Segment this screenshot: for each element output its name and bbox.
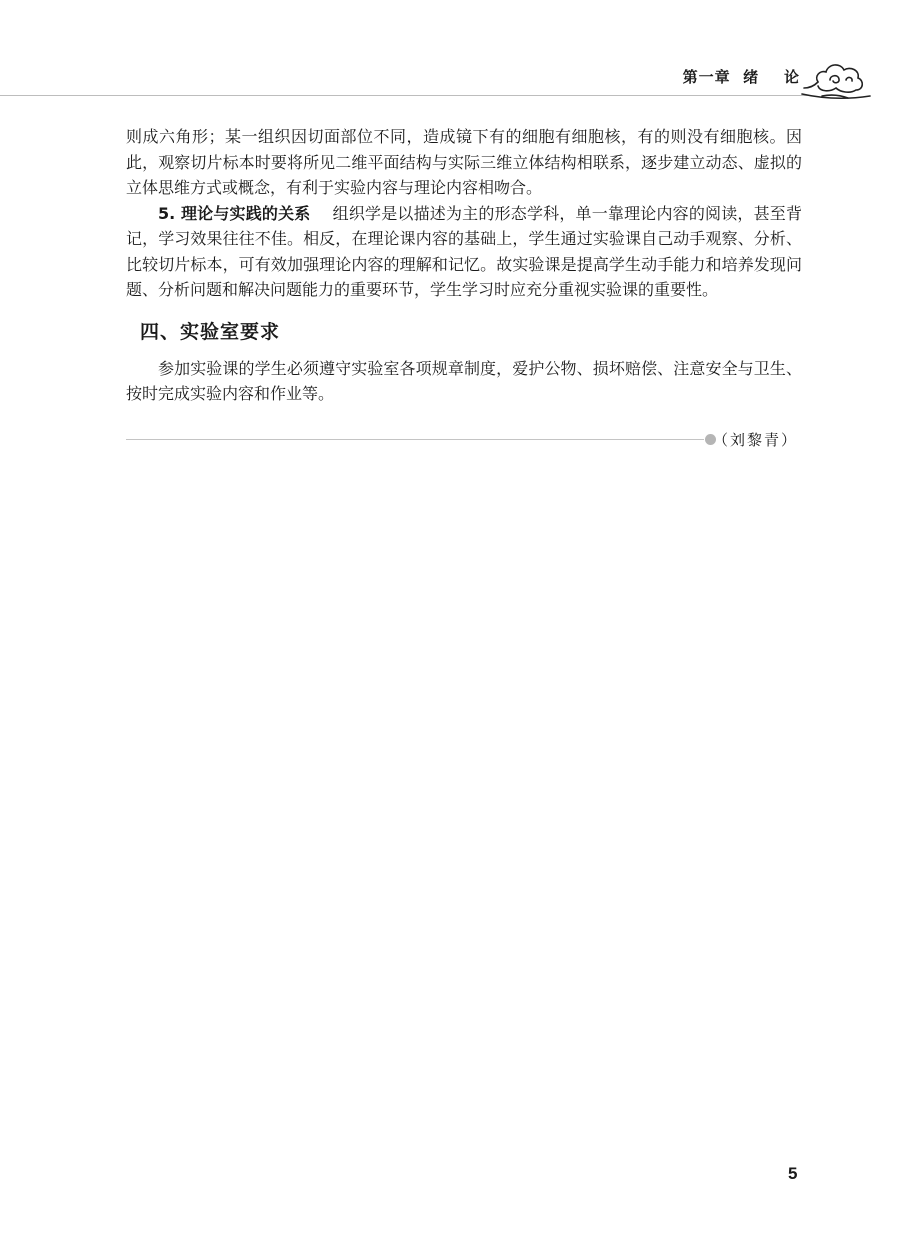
paragraph-lead: 5. 理论与实践的关系 <box>158 203 311 223</box>
author-name: （刘黎青） <box>712 431 798 449</box>
cloud-ornament-icon <box>800 58 872 102</box>
paragraph-theory-practice <box>126 201 802 303</box>
section-title: 四、实验室要求 <box>140 320 281 343</box>
running-head <box>0 58 900 108</box>
paragraph-body: 组织学是以描述为主的形态学科，单一靠理论内容的阅读，甚至背记，学习效果往往不佳。相反，在理论课内容的基础上，学生通过实验课自己动手观察、分析、比较切片标本，可有效加强理论内容的理解和记忆。故实验课是提高学生动手能力和培养发现问题、分析问题和解决问题能力的重要环节，学生学习时应充分重视实验课的重要性。 <box>126 203 802 299</box>
section-paragraph: 参加实验课的学生必须遵守实验室各项规章制度，爱护公物、损坏赔偿、注意安全与卫生、按时完成实验内容和作业等。 <box>126 358 802 403</box>
header-rule <box>0 95 812 96</box>
author-line <box>126 430 802 452</box>
paragraph-continued: 则成六角形；某一组织因切面部位不同，造成镜下有的细胞有细胞核，有的则没有细胞核。因此，观察切片标本时要将所见二维平面结构与实际三维立体结构相联系，逐步建立动态、虚拟的立体思维方式或概念，有利于实验内容与理论内容相吻合。 <box>126 127 802 197</box>
author-rule <box>126 439 704 440</box>
page-number: 5 <box>788 1164 798 1183</box>
body-text <box>126 124 802 407</box>
chapter-title: 第一章 绪 论 <box>682 68 800 86</box>
